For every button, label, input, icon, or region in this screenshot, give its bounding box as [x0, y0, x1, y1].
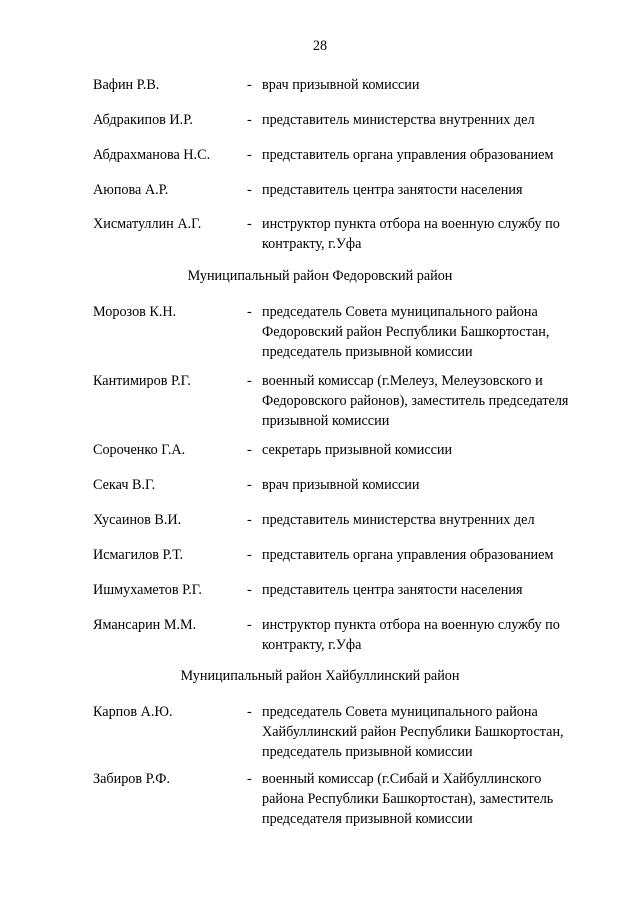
- member-role: [262, 145, 612, 165]
- member-name: Хисматуллин А.Г.: [93, 216, 202, 232]
- member-role: [262, 545, 612, 565]
- member-name: Аюпова А.Р.: [93, 182, 169, 198]
- member-name: Секач В.Г.: [93, 477, 156, 493]
- role-line: военный комиссар (г.Мелеуз, Мелеузовского и: [262, 373, 543, 389]
- member-role: [262, 510, 612, 530]
- role-line: врач призывной комиссии: [262, 477, 420, 493]
- separator-dash: -: [247, 304, 252, 320]
- role-line: врач призывной комиссии: [262, 77, 420, 93]
- member-name: Карпов А.Ю.: [93, 704, 173, 720]
- member-name: Забиров Р.Ф.: [93, 771, 171, 787]
- role-line: представитель органа управления образованием: [262, 147, 554, 163]
- member-name: Хусаинов В.И.: [93, 512, 182, 528]
- separator-dash: -: [247, 704, 252, 720]
- role-line: представитель министерства внутренних дел: [262, 512, 535, 528]
- separator-dash: -: [247, 147, 252, 163]
- role-line: призывной комиссии: [262, 413, 390, 429]
- role-line: инструктор пункта отбора на военную службу по: [262, 617, 560, 633]
- separator-dash: -: [247, 771, 252, 787]
- role-line: представитель органа управления образованием: [262, 547, 554, 563]
- separator-dash: -: [247, 77, 252, 93]
- role-line: секретарь призывной комиссии: [262, 442, 453, 458]
- member-name: Вафин Р.В.: [93, 77, 160, 93]
- separator-dash: -: [247, 547, 252, 563]
- member-name: Абдрахманова Н.С.: [93, 147, 211, 163]
- separator-dash: -: [247, 112, 252, 128]
- separator-dash: -: [247, 373, 252, 389]
- role-line: председатель призывной комиссии: [262, 744, 473, 760]
- separator-dash: -: [247, 442, 252, 458]
- role-line: представитель министерства внутренних дел: [262, 112, 535, 128]
- member-role: [262, 769, 612, 829]
- member-role: [262, 475, 612, 495]
- role-line: председатель Совета муниципального района: [262, 304, 538, 320]
- member-role: [262, 371, 612, 431]
- member-role: [262, 214, 612, 254]
- member-role: [262, 180, 612, 200]
- member-name: Кантимиров Р.Г.: [93, 373, 191, 389]
- role-line: Хайбуллинский район Республики Башкортостан,: [262, 724, 564, 740]
- member-name: Ямансарин М.М.: [93, 617, 197, 633]
- member-name: Исмагилов Р.Т.: [93, 547, 184, 563]
- role-line: председателя призывной комиссии: [262, 811, 473, 827]
- separator-dash: -: [247, 216, 252, 232]
- separator-dash: -: [247, 617, 252, 633]
- section-heading: Муниципальный район Хайбуллинский район: [180, 668, 460, 684]
- role-line: контракту, г.Уфа: [262, 637, 362, 653]
- separator-dash: -: [247, 182, 252, 198]
- member-name: Абдракипов И.Р.: [93, 112, 193, 128]
- role-line: представитель центра занятости населения: [262, 582, 523, 598]
- member-role: [262, 110, 612, 130]
- role-line: председатель призывной комиссии: [262, 344, 473, 360]
- member-name: Ишмухаметов Р.Г.: [93, 582, 202, 598]
- member-name: Сороченко Г.А.: [93, 442, 186, 458]
- member-role: [262, 615, 612, 655]
- separator-dash: -: [247, 582, 252, 598]
- role-line: инструктор пункта отбора на военную службу по: [262, 216, 560, 232]
- separator-dash: -: [247, 477, 252, 493]
- member-role: [262, 302, 612, 362]
- member-role: [262, 702, 612, 762]
- role-line: контракту, г.Уфа: [262, 236, 362, 252]
- member-name: Морозов К.Н.: [93, 304, 177, 320]
- role-line: Федоровского районов), заместитель председателя: [262, 393, 569, 409]
- member-role: [262, 75, 612, 95]
- section-heading: Муниципальный район Федоровский район: [187, 268, 453, 284]
- separator-dash: -: [247, 512, 252, 528]
- role-line: представитель центра занятости населения: [262, 182, 523, 198]
- role-line: района Республики Башкортостан), заместитель: [262, 791, 554, 807]
- member-role: [262, 580, 612, 600]
- role-line: Федоровский район Республики Башкортостан,: [262, 324, 550, 340]
- page-number: 28: [312, 38, 328, 54]
- role-line: военный комиссар (г.Сибай и Хайбуллинского: [262, 771, 542, 787]
- role-line: председатель Совета муниципального района: [262, 704, 538, 720]
- member-role: [262, 440, 612, 460]
